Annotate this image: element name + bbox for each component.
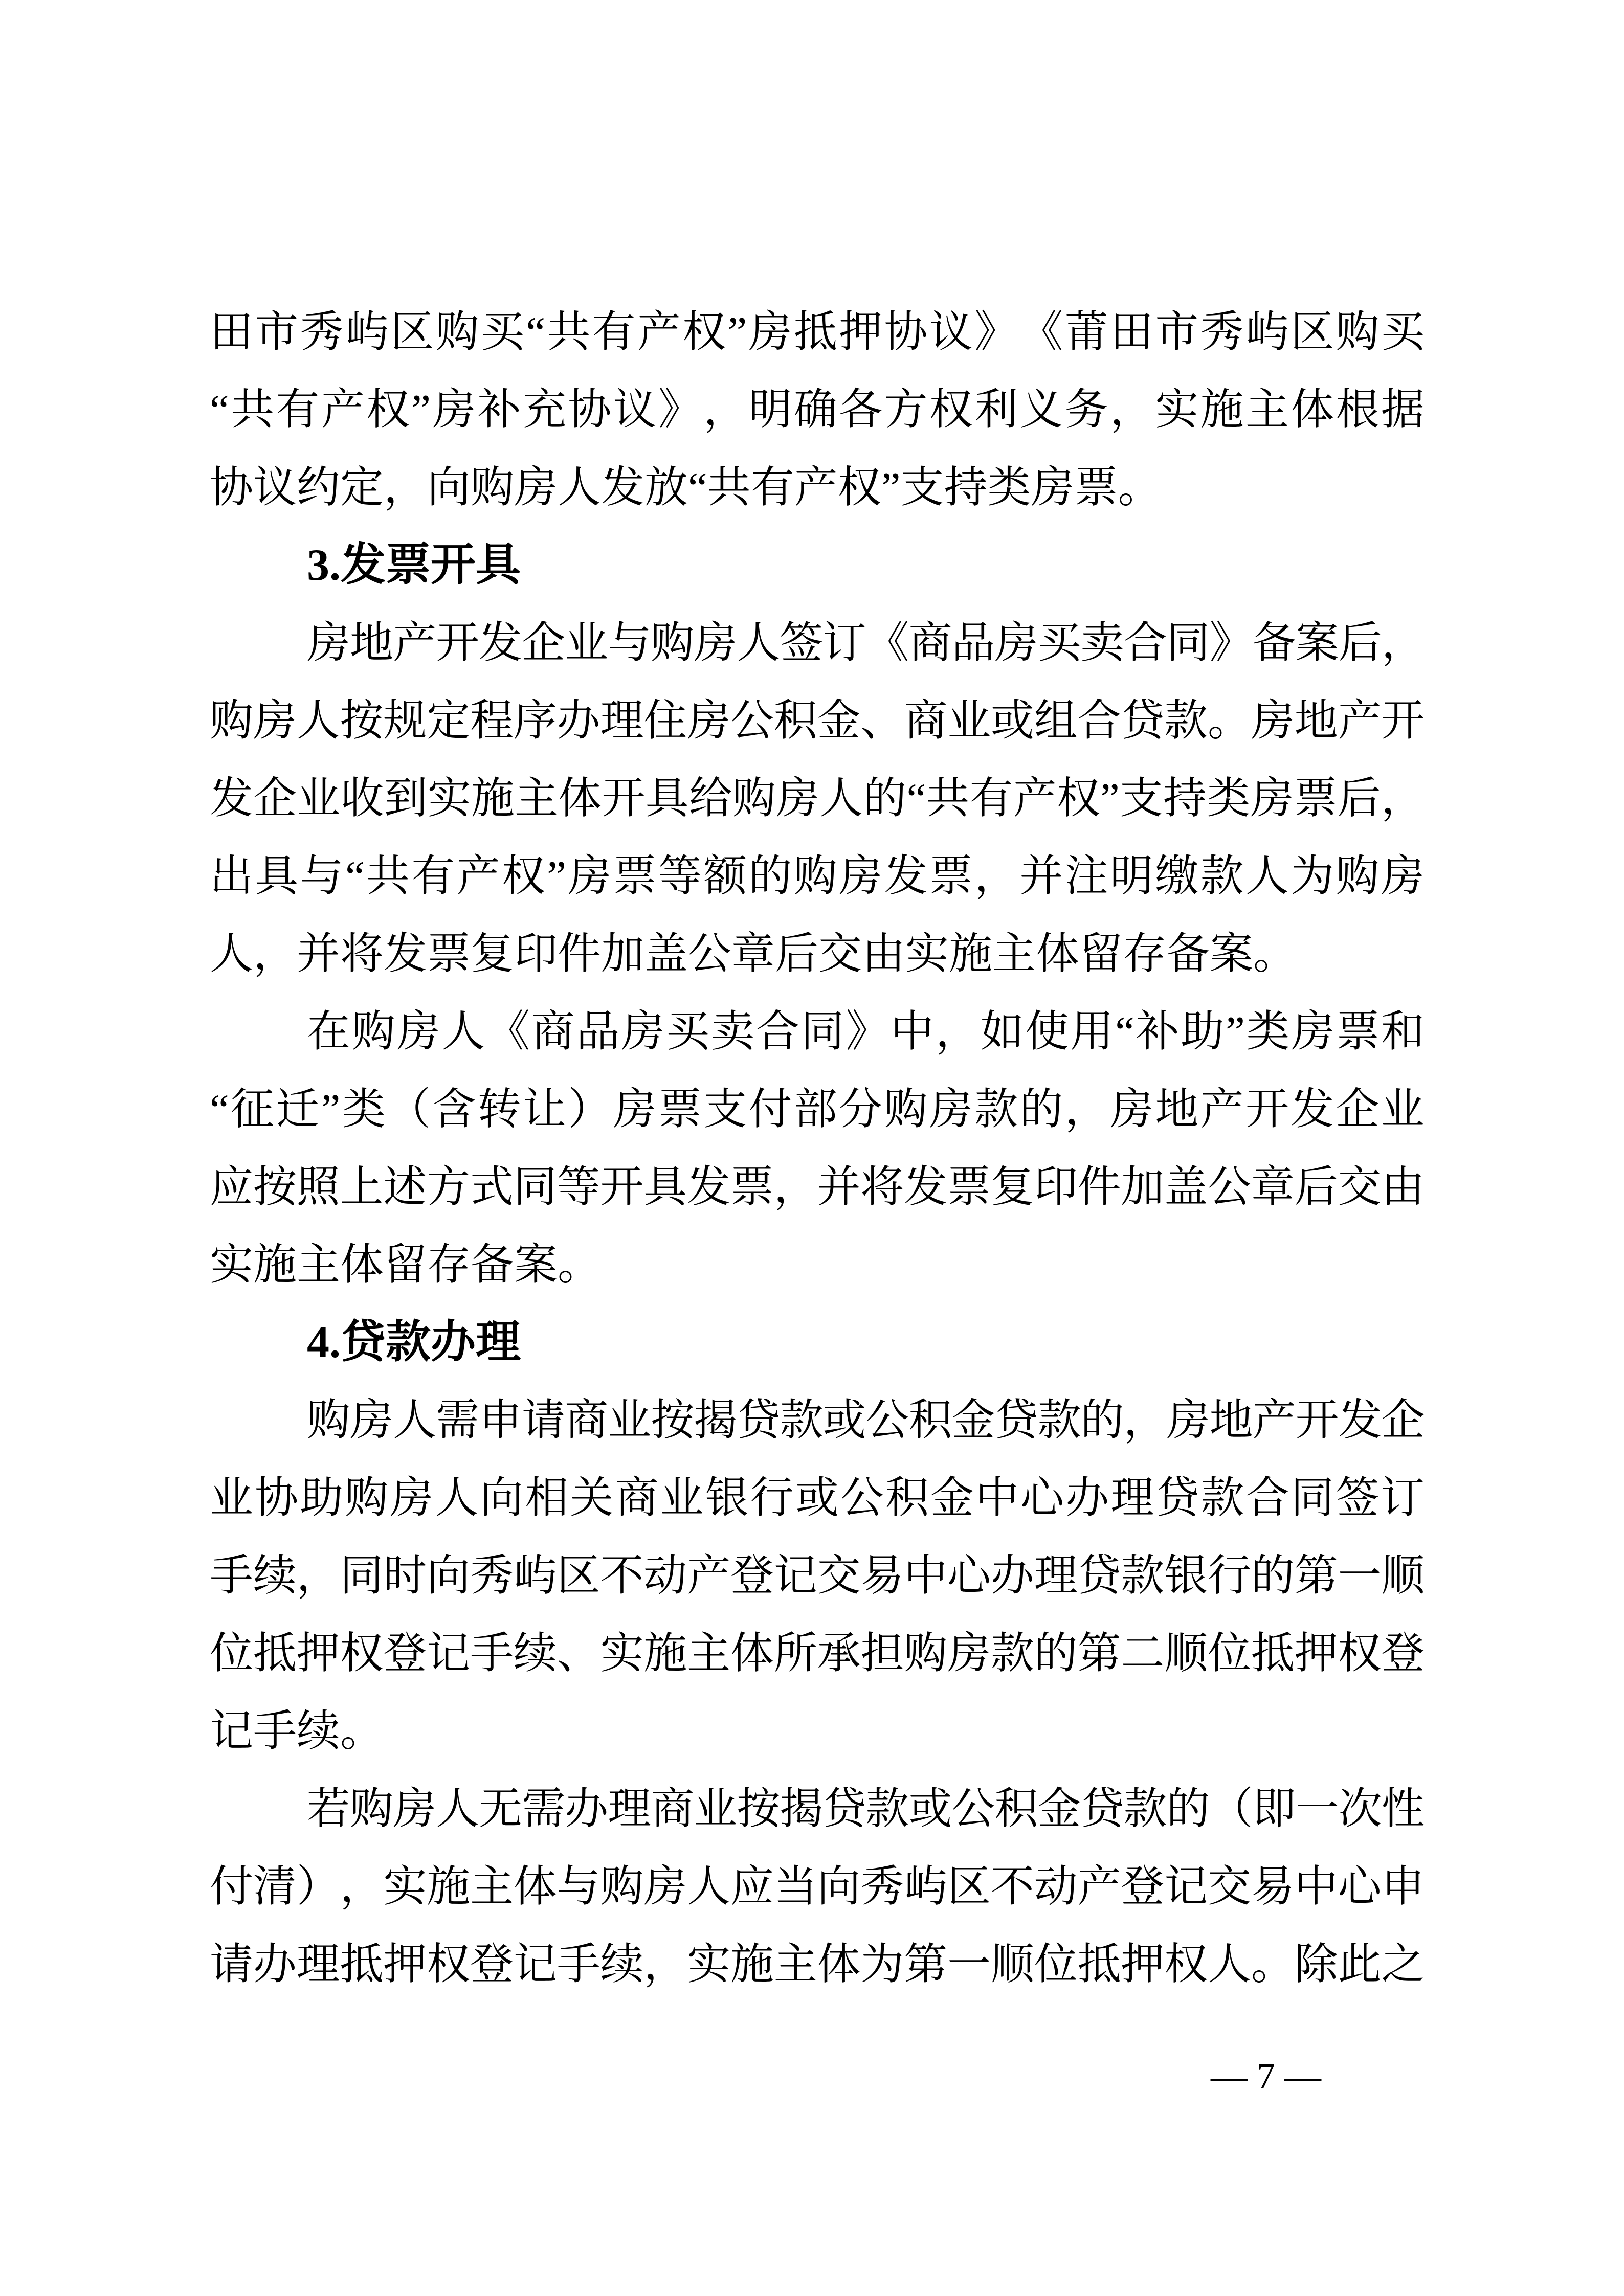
- document-body: [210, 294, 1425, 2004]
- text-line: 购 房 人 按 规 定 程 序 办 理 住 房 公 积 金 、 商 业 或 组 合 贷 款 。 房 地 产 开: [210, 697, 1425, 745]
- text-line: 若 购 房 人 无 需 办 理 商 业 按 揭 贷 款 或 公 积 金 贷 款 的 （ 即 一 次 性: [307, 1785, 1425, 1833]
- text-line: “ 征 迁 ” 类 （ 含 转 让 ） 房 票 支 付 部 分 购 房 款 的 ， 房 地 产 开 发 企 业: [210, 1086, 1425, 1134]
- text-line: 在 购 房 人 《 商 品 房 买 卖 合 同 》 中 ， 如 使 用 “ 补 助 ” 类 房 票 和: [307, 1008, 1425, 1056]
- text-line: 购 房 人 需 申 请 商 业 按 揭 贷 款 或 公 积 金 贷 款 的 ， 房 地 产 开 发 企: [307, 1397, 1425, 1445]
- section-heading: 4.贷款办理: [307, 1318, 521, 1367]
- text-line: 发 企 业 收 到 实 施 主 体 开 具 给 购 房 人 的 “ 共 有 产 权 ” 支 持 类 房 票 后 ，: [210, 775, 1425, 823]
- page-number: — 7 —: [1211, 2056, 1321, 2097]
- text-line: 请 办 理 抵 押 权 登 记 手 续 ， 实 施 主 体 为 第 一 顺 位 抵 押 权 人 。 除 此 之: [210, 1941, 1425, 1989]
- text-line: 记手续。: [210, 1707, 384, 1755]
- text-line: 人，并将发票复印件加盖公章后交由实施主体留存备案。: [210, 930, 1297, 978]
- text-line: 业 协 助 购 房 人 向 相 关 商 业 银 行 或 公 积 金 中 心 办 理 贷 款 合 同 签 订: [210, 1474, 1425, 1522]
- text-line: 实施主体留存备案。: [210, 1241, 602, 1289]
- text-line: 田 市 秀 屿 区 购 买 “ 共 有 产 权 ” 房 抵 押 协 议 》 《 莆 田 市 秀 屿 区 购 买: [210, 308, 1425, 356]
- text-line: 应 按 照 上 述 方 式 同 等 开 具 发 票 ， 并 将 发 票 复 印 件 加 盖 公 章 后 交 由: [210, 1163, 1425, 1211]
- text-line: “ 共 有 产 权 ” 房 补 充 协 议 》 ， 明 确 各 方 权 利 义 务 ， 实 施 主 体 根 据: [210, 386, 1425, 434]
- text-line: 出 具 与 “ 共 有 产 权 ” 房 票 等 额 的 购 房 发 票 ， 并 注 明 缴 款 人 为 购 房: [210, 852, 1425, 901]
- text-line: 协议约定，向购房人发放“共有产权”支持类房票。: [210, 464, 1162, 512]
- text-line: 房 地 产 开 发 企 业 与 购 房 人 签 订 《 商 品 房 买 卖 合 同 》 备 案 后 ，: [307, 619, 1425, 667]
- text-line: 手 续 ， 同 时 向 秀 屿 区 不 动 产 登 记 交 易 中 心 办 理 贷 款 银 行 的 第 一 顺: [210, 1552, 1425, 1600]
- text-line: 位 抵 押 权 登 记 手 续 、 实 施 主 体 所 承 担 购 房 款 的 第 二 顺 位 抵 押 权 登: [210, 1630, 1425, 1678]
- text-line: 付 清 ） ， 实 施 主 体 与 购 房 人 应 当 向 秀 屿 区 不 动 产 登 记 交 易 中 心 申: [210, 1863, 1425, 1911]
- section-heading: 3.发票开具: [307, 541, 521, 590]
